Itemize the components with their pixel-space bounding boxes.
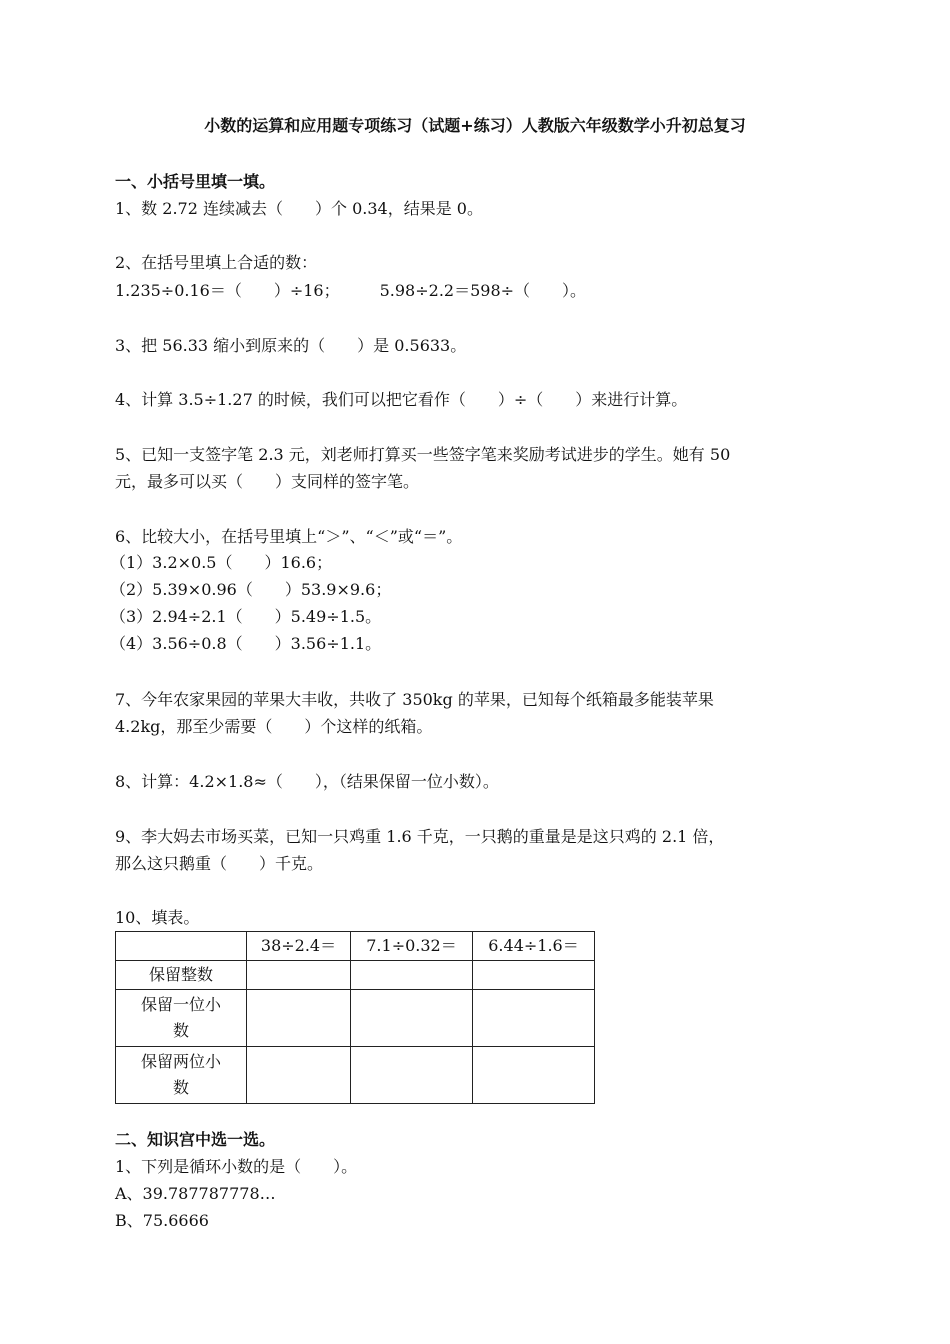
question-6-item-3: （3）2.94÷2.1（ ）5.49÷1.5。 bbox=[110, 607, 382, 626]
table-blank-cell[interactable] bbox=[247, 1047, 351, 1104]
table-blank-cell[interactable] bbox=[473, 1047, 595, 1104]
question-2: 2、在括号里填上合适的数： bbox=[115, 253, 318, 272]
table-row-label-line: 保留两位小 bbox=[140, 1052, 221, 1071]
table-row-label-line: 保留一位小 bbox=[140, 995, 221, 1014]
question-5-line-1: 5、已知一支签字笔 2.3 元，刘老师打算买一些签字笔来奖励考试进步的学生。她有 50 bbox=[115, 445, 731, 464]
table-row-label bbox=[116, 990, 247, 1047]
question-5-line-2: 元，最多可以买（ ）支同样的签字笔。 bbox=[115, 472, 420, 491]
table-header-cell: 6.44÷1.6＝ bbox=[473, 932, 595, 961]
choice-question-1: 1、下列是循环小数的是（ ）。 bbox=[115, 1157, 358, 1176]
table-row-label bbox=[116, 1047, 247, 1104]
table-blank-cell[interactable] bbox=[351, 990, 473, 1047]
table-header-cell: 38÷2.4＝ bbox=[247, 932, 351, 961]
question-9-line-2: 那么这只鹅重（ ）千克。 bbox=[115, 854, 324, 873]
table-corner-cell bbox=[116, 932, 247, 961]
question-2-items: 1.235÷0.16＝（ ）÷16； 5.98÷2.2＝598÷（ ）。 bbox=[115, 281, 587, 300]
question-3: 3、把 56.33 缩小到原来的（ ）是 0.5633。 bbox=[115, 336, 467, 355]
question-9-line-1: 9、李大妈去市场买菜，已知一只鸡重 1.6 千克，一只鹅的重量是是这只鸡的 2.1 倍， bbox=[115, 827, 725, 846]
table-row bbox=[116, 961, 595, 990]
table-blank-cell[interactable] bbox=[473, 990, 595, 1047]
choice-option-b: B、75.6666 bbox=[115, 1211, 209, 1230]
table-row-label: 保留整数 bbox=[116, 961, 247, 990]
table-blank-cell[interactable] bbox=[351, 1047, 473, 1104]
table-blank-cell[interactable] bbox=[247, 961, 351, 990]
question-7-line-2: 4.2kg，那至少需要（ ）个这样的纸箱。 bbox=[115, 717, 433, 736]
table-blank-cell[interactable] bbox=[473, 961, 595, 990]
choice-option-a: A、39.787787778… bbox=[115, 1184, 276, 1203]
rounding-table bbox=[115, 931, 595, 1104]
question-6: 6、比较大小，在括号里填上“＞”、“＜”或“＝”。 bbox=[115, 527, 463, 546]
question-4: 4、计算 3.5÷1.27 的时候，我们可以把它看作（ ）÷（ ）来进行计算。 bbox=[115, 390, 688, 409]
table-row bbox=[116, 1047, 595, 1104]
table-row bbox=[116, 990, 595, 1047]
table-row-label-line: 数 bbox=[172, 1021, 189, 1040]
question-6-item-1: （1）3.2×0.5（ ）16.6； bbox=[110, 553, 333, 572]
table-blank-cell[interactable] bbox=[351, 961, 473, 990]
question-6-item-4: （4）3.56÷0.8（ ）3.56÷1.1。 bbox=[110, 634, 382, 653]
table-header-cell: 7.1÷0.32＝ bbox=[351, 932, 473, 961]
question-6-item-2: （2）5.39×0.96（ ）53.9×9.6； bbox=[110, 580, 392, 599]
table-blank-cell[interactable] bbox=[247, 990, 351, 1047]
page-title: 小数的运算和应用题专项练习（试题+练习）人教版六年级数学小升初总复习 bbox=[204, 116, 746, 135]
question-7-line-1: 7、今年农家果园的苹果大丰收，共收了 350kg 的苹果，已知每个纸箱最多能装苹果 bbox=[115, 690, 714, 709]
question-10: 10、填表。 bbox=[115, 908, 200, 927]
table-row-label-line: 数 bbox=[172, 1078, 189, 1097]
section-1-heading: 一、小括号里填一填。 bbox=[115, 172, 276, 191]
section-2-heading: 二、知识宫中选一选。 bbox=[115, 1130, 276, 1149]
table-header-row bbox=[116, 932, 595, 961]
question-1: 1、数 2.72 连续减去（ ）个 0.34，结果是 0。 bbox=[115, 199, 483, 218]
question-8: 8、计算：4.2×1.8≈（ ），（结果保留一位小数）。 bbox=[115, 772, 499, 791]
